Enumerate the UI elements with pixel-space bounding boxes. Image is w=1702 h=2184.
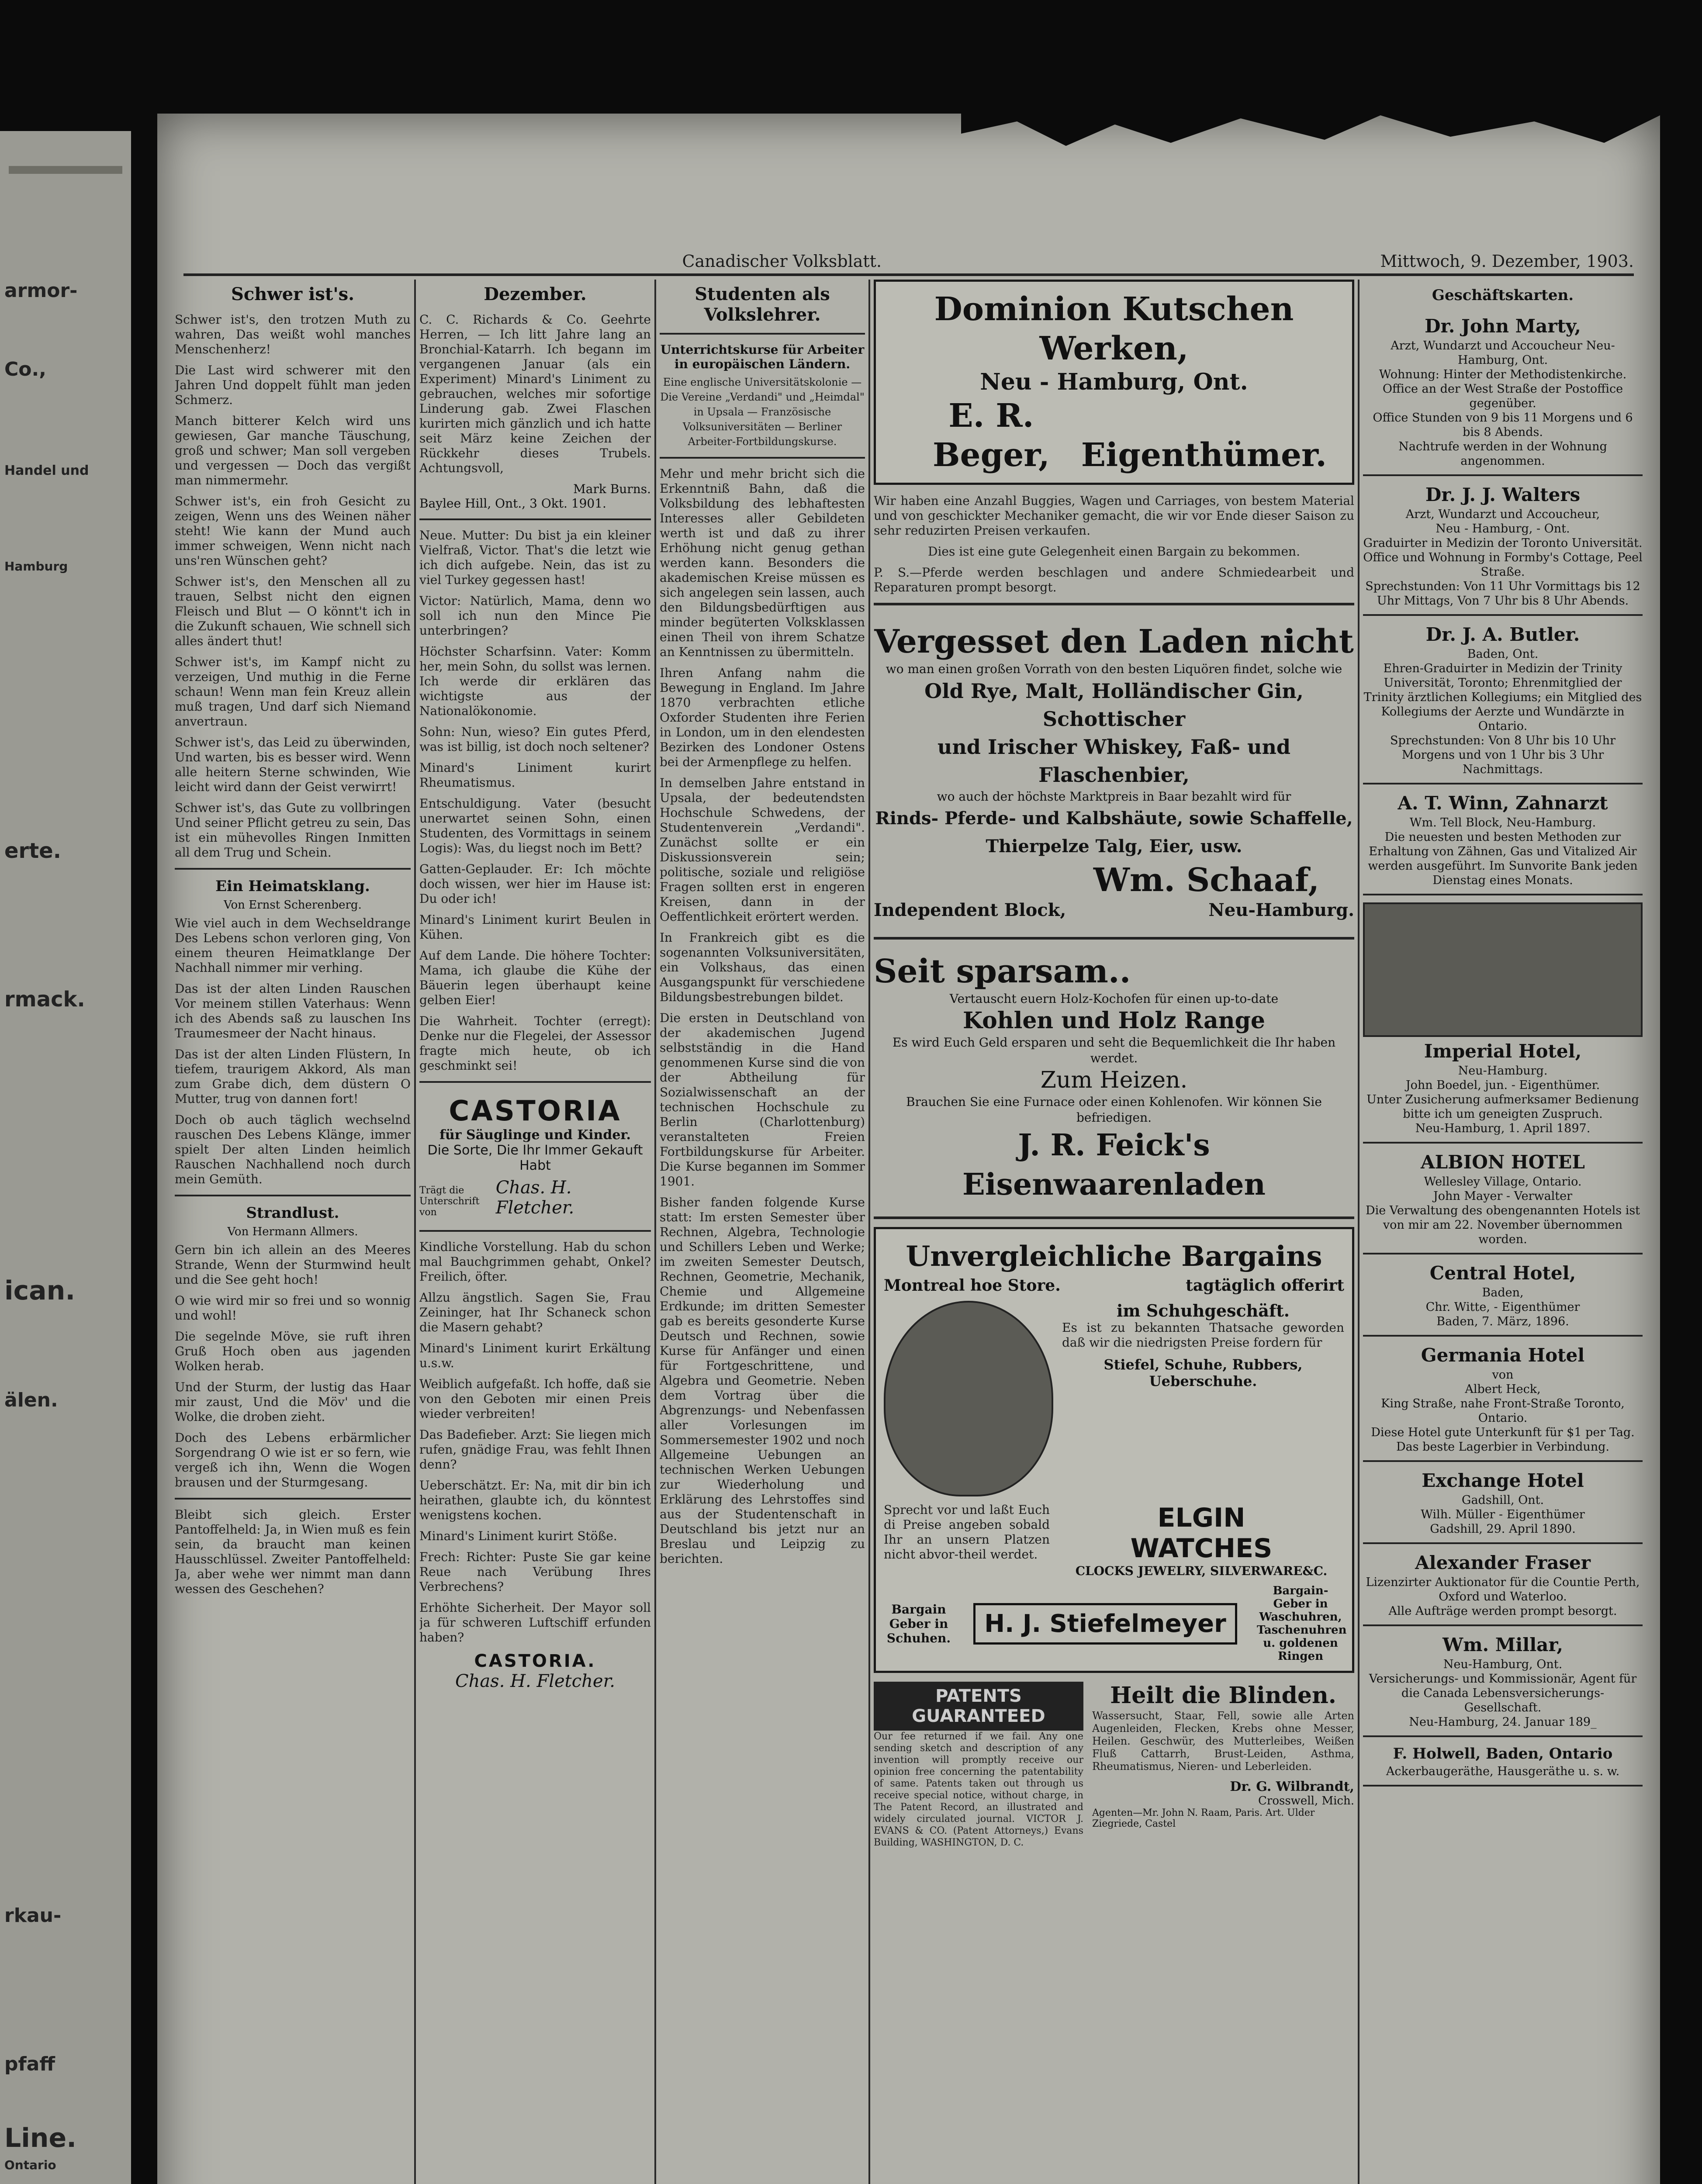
divider [874,1216,1354,1219]
prev-text-8: älen. [4,1389,58,1411]
heal-place: Crosswell, Mich. [1258,1794,1354,1807]
ad-text: Brauchen Sie eine Furnace oder einen Kohlenofen. Wir können Sie befriedigen. [906,1095,1322,1125]
castoria-ad [419,1091,651,1222]
ad-title: Unvergleichliche Bargains [906,1240,1322,1273]
poem-stanza: Und der Sturm, der lustig das Haar mir zaust, Und die Möv' und die Wolke, die droben zieht. [175,1380,411,1424]
liniment-notice: Minard's Liniment kurirt Beulen in Kühen. [419,912,651,942]
prev-text-11: Line. [4,2123,76,2153]
card-line: Wellesley Village, Ontario. [1424,1175,1582,1189]
prev-text-4: Hamburg [4,559,68,574]
ad-title: Vergesset den Laden nicht [874,623,1354,660]
ad-line: Rinds- Pferde- und Kalbshäute, sowie Schaffelle, Thierpelze Talg, Eier, usw. [875,808,1353,857]
ad-merchant: Wm. Schaaf, [1093,861,1319,899]
card-line: Sprechstunden: Von 11 Uhr Vormittags bis 12 Uhr Mittags, Von 7 Uhr bis 8 Uhr Abends. [1365,580,1640,608]
divider [419,1081,651,1083]
card-line: King Straße, nahe Front-Straße Toronto, Ontario. [1381,1397,1625,1425]
column-divider [414,280,416,2184]
ad-items: Stiefel, Schuhe, Rubbers, Ueberschuhe. [1104,1356,1303,1389]
prev-text-3: Handel und [4,463,89,478]
ad-feick [874,947,1354,1209]
poem-author: Von Hermann Allmers. [227,1225,358,1238]
prev-text-7: ican. [4,1275,76,1306]
card-line: Neu-Hamburg, Ont. [1443,1658,1563,1671]
card-line: Ackerbaugeräthe, Hausgeräthe u. s. w. [1386,1765,1620,1778]
business-card [1363,1737,1643,1787]
card-line: Versicherungs- und Kommissionär, Agent für die Canada Lebensversicherungs-Gesellschaft. [1369,1672,1637,1714]
castoria-tagline: Die Sorte, Die Ihr Immer Gekauft Habt [427,1143,643,1173]
ad-text: Es wird Euch Geld ersparen und seht die Bequemlichkeit die Ihr haben werdet. [892,1035,1336,1065]
divider [175,868,411,870]
card-line: Die neuesten und besten Methoden zur Erhaltung von Zähnen, Gas und Vitalized Air werden ausgeführt. Im Sunvorite Bank jeden Dienstag eines Monats. [1368,830,1638,887]
card-line: Unter Zusicherung aufmerksamer Bedienung bitte ich um geneigten Zuspruch. [1366,1093,1639,1121]
column-rule [9,166,122,174]
divider [175,1195,411,1196]
prev-text-1: armor- [4,280,78,302]
card-title: Wm. Millar, [1442,1634,1564,1655]
liniment-notice: Minard's Liniment kurirt Stöße. [419,1529,617,1543]
ad-heal-blind [1092,1682,1354,1855]
castoria-subtitle: für Säuglinge und Kinder. [439,1127,631,1143]
poem-stanza: Schwer ist's, im Kampf nicht zu verzeigen, Und muthig in die Ferne schaun! Wenn man fein Kreuz allein muß tragen, Und darf sich Niemand anvertraun. [175,655,411,729]
ad-right-tag: Bargain-Geber in Waschuhren, Taschenuhren u. goldenen Ringen [1257,1584,1347,1663]
anecdote: Frech: Richter: Puste Sie gar keine Reue nach Verübung Ihres Verbrechens? [419,1550,651,1594]
patent-text: Our fee returned if we fail. Any one sending sketch and description of any invention will promptly receive our opinion free concerning the patentability of same. Patents taken out through us receive special notice, without charge, in The Patent Record, an illustrated and widely circulated journal. VICTOR J. EVANS & CO. (Patent Attorneys,) Evans Building, WASHINGTON, D. C. [874,1731,1083,1848]
card-line: Arzt, Wundarzt und Accoucheur, [1405,508,1600,521]
ad-subtitle: wo man einen großen Vorrath von den besten Liquören findet, solche wie [886,662,1342,676]
business-card [1363,895,1643,1144]
column-divider [868,280,870,2184]
card-line: Ehren-Graduirter in Medizin der Trinity Universität, Toronto; Ehrenmitglied der Trinity ärztlichen Kollegiums; ein Mitglied des Kollegiums der Aerzte und Wundärzte in Ontario. [1363,662,1642,733]
card-title: Central Hotel, [1429,1262,1576,1284]
boot-heart-illustration [884,1301,1053,1496]
poem-stanza: Wie viel auch in dem Wechseldrange Des Lebens schon verloren ging, Von einem theuren Heimatklange Der Nachhall nimmer mir verhing. [175,916,411,975]
poem-stanza: Schwer ist's, das Gute zu vollbringen Und seiner Pflicht getreu zu sein, Das ist ein mühevolles Ringen Inmitten all dem Trug und Schein. [175,801,411,860]
business-card [1363,1544,1643,1626]
anecdote: Ueberschätzt. Er: Na, mit dir bin ich heirathen, glaubte ich, du könntest wenigstens kochen. [419,1478,651,1522]
card-line: Chr. Witte, - Eigenthümer [1425,1300,1580,1314]
testimonial-place: Baylee Hill, Ont., 3 Okt. 1901. [419,496,606,511]
testimonial-letter: C. C. Richards & Co. Geehrte Herren, — Ich litt Jahre lang an Bronchial-Katarrh. Ich begann im vergangenen Januar (als ein Experiment) Minard's Liniment zu gebrauchen, welches mir sofortige Linderung gab. Zwei Flaschen kurirten mich gänzlich und ich hatte seit März keine Zeichen der Rückkehr dieses Trubels. Achtungsvoll, [419,312,651,475]
column-misc [419,280,651,2184]
business-card [1363,784,1643,895]
column-business-cards [1363,280,1643,2184]
elgin-lines: CLOCKS JEWELRY, SILVERWARE&C. [1075,1564,1328,1578]
ad-place: Neu-Hamburg. [1208,900,1354,920]
business-card [1363,1462,1643,1544]
ad-place: Neu - Hamburg, Ont. [980,369,1248,395]
heal-agent: Agenten—Mr. John N. Raam, Paris. Art. Ulder Ziegriede, Castel [1092,1807,1315,1829]
card-line: Gadshill, Ont. [1461,1493,1544,1507]
ad-line: Old Rye, Malt, Holländischer Gin, Schottischer [924,679,1304,731]
card-line: Lizenzirter Auktionator für die Countie Perth, Oxford und Waterloo. [1366,1576,1640,1603]
ad-owner: E. R. Beger, [932,397,1050,474]
article-paragraph: In Frankreich gibt es die sogenannten Volksuniversitäten, ein Volkshaus, das einen Ausgangspunkt für verschiedene Bildungsbestrebungen bildet. [660,930,865,1004]
ad-product: Kohlen und Holz Range [963,1007,1265,1034]
business-card [1363,1144,1643,1254]
ad-postscript: P. S.—Pferde werden beschlagen und andere Schmiedearbeit und Reparaturen prompt besorgt. [874,565,1354,594]
heal-text: Wassersucht, Staar, Fell, sowie alle Arten Augenleiden, Flecken, Krebs ohne Messer, Heilen. Geschwür, des Mutterleibes, Weißen Fluß Cattarrh, Brust-Leiden, Asthma, Rheumatismus, Nieren- und Leberleiden. [1092,1710,1354,1773]
ad-title: Dominion Kutschen Werken, [934,290,1294,367]
ad-block: Independent Block, [874,900,1066,920]
card-title: Germania Hotel [1421,1344,1585,1366]
ad-subtitle: wo auch der höchste Marktpreis in Baar bezahlt wird für [937,789,1291,804]
card-line: John Boedel, jun. - Eigenthümer. [1405,1078,1600,1092]
divider [175,1498,411,1500]
ad-stiefelmeyer [874,1227,1354,1673]
section-title: Geschäftskarten. [1432,287,1574,304]
prev-text-2: Co., [4,358,46,380]
anecdote: Bleibt sich gleich. Erster Pantoffelheld: Ja, in Wien muß es fein sein, da braucht man keinen Hausschlüssel. Zweiter Pantoffelheld: Ja, aber wehe wer nimmt man dann wessen des Geschehen? [175,1507,411,1596]
card-line: Neu-Hamburg, 24. Januar 189_ [1409,1715,1597,1729]
ad-merchant: H. J. Stiefelmeyer [973,1603,1237,1645]
ad-store: Montreal hoe Store. [884,1276,1061,1295]
card-line: Wohnung: Hinter der Methodistenkirche. Office an der West Straße der Postoffice gegenüber. [1379,368,1627,410]
ad-department: im Schuhgeschäft. [1117,1301,1290,1320]
anecdote: Weiblich aufgefaßt. Ich hoffe, daß sie von den Geboten mir einen Preis wieder verbreiten! [419,1377,651,1421]
card-title: ALBION HOTEL [1421,1151,1585,1173]
poem-stanza: Doch des Lebens erbärmlicher Sorgendrang O wie ist er so fern, wie vergeß ich ihn, Wenn die Wogen brausen und der Sturmgesang. [175,1431,411,1489]
business-card [1363,1254,1643,1337]
poem-stanza: Das ist der alten Linden Flüstern, In tiefem, traurigem Akkord, Als man zum Grabe dich, dem düstern O Mutter, trug von dannen fort! [175,1047,411,1106]
anecdote: Gatten-Geplauder. Er: Ich möchte doch wissen, wer hier im Hause ist: Du oder ich! [419,862,651,906]
card-title: A. T. Winn, Zahnarzt [1398,792,1608,814]
poem-stanza: Schwer ist's, den Menschen all zu trauen, Selbst nicht den eignen Fleisch und Blut — O könnt't ich in die Zukunft schauen, Wie schnell sich alles ändert thut! [175,574,411,648]
anecdote: Victor: Natürlich, Mama, denn wo soll ich nun den Mince Pie unterbringen? [419,594,651,638]
prev-text-12: Ontario [4,2158,56,2172]
castoria-signature: Chas. H. Fletcher. [495,1178,574,1218]
business-card [1363,1626,1643,1737]
hotel-engraving [1363,902,1643,1037]
card-line: John Mayer - Verwalter [1433,1189,1573,1203]
article-title: Studenten als Volkslehrer. [695,284,830,325]
card-line: Office und Wohnung in Formby's Cottage, Peel Straße. [1363,551,1643,579]
prev-text-9: rkau- [4,1904,62,1927]
testimonial-signature: Mark Burns. [573,482,651,496]
poem-author: Von Ernst Scherenberg. [224,898,362,912]
poem-stanza: O wie wird mir so frei und so wonnig und wohl! [175,1293,411,1323]
patent-title: PATENTS GUARANTEED [874,1682,1083,1731]
ad-store: J. R. Feick's Eisenwaarenladen [962,1128,1266,1202]
ad-call: Sprecht vor und laßt Euch di Preise angeben sobald Ihr an unsern Platzen nicht abvor-theil werdet. [884,1503,1050,1562]
card-line: Alle Aufträge werden prompt besorgt. [1388,1604,1617,1618]
bottom-ads [874,1682,1354,1855]
ad-left-tag: Bargain Geber in Schuhen. [886,1602,951,1645]
ad-note: Dies ist eine gute Gelegenheit einen Bargain zu bekommen. [928,544,1300,559]
business-card [1363,1337,1643,1462]
poem-stanza: Schwer ist's, den trotzen Muth zu wahren, Das weißt wohl manches Menschenherz! [175,312,411,356]
castoria-small-title: CASTORIA. [474,1651,596,1671]
anecdote: Erhöhte Sicherheit. Der Mayor soll ja für schweren Luftschiff erfunden haben? [419,1600,651,1645]
column-divider [654,280,656,2184]
card-title: Alexander Fraser [1415,1552,1591,1573]
castoria-title: CASTORIA [449,1095,622,1127]
card-line: Baden, [1482,1286,1524,1299]
divider [874,603,1354,605]
card-title: F. Holwell, Baden, Ontario [1393,1745,1613,1762]
section-title: Dezember. [484,284,587,304]
ad-subtitle: Vertauscht euern Holz-Kochofen für einen up-to-date [949,992,1279,1006]
poem-stanza: Die segelnde Möve, sie ruft ihren Gruß Hoch oben aus jagenden Wolken herab. [175,1329,411,1373]
poem-title: Ein Heimatsklang. [215,878,370,895]
card-line: Baden, Ont. [1467,647,1539,661]
anecdote: Höchster Scharfsinn. Vater: Komm her, mein Sohn, du sollst was lernen. Ich werde dir erklären das wichtigste aus der Nationalökonomie. [419,644,651,718]
card-line: von [1492,1368,1514,1382]
card-line: Graduirter in Medizin der Toronto Universität. [1363,536,1643,550]
card-line: Neu - Hamburg, - Ont. [1436,522,1570,536]
business-card [1363,308,1643,476]
anecdote: Kindliche Vorstellung. Hab du schon mal Bauchgrimmen gehabt, Onkel? Freilich, öfter. [419,1240,651,1284]
card-line: Die Verwaltung des obengenannten Hotels ist von mir am 22. November übernommen worden. [1365,1204,1640,1246]
poem-title: Strandlust. [246,1204,339,1222]
card-line: Neu-Hamburg. [1458,1064,1548,1078]
ad-line: und Irischer Whiskey, Faß- und Flaschenbier, [937,735,1291,787]
column-divider [1358,280,1360,2184]
poem-stanza: Gern bin ich allein an des Meeres Strande, Wenn der Sturmwind heult und die See geht hoch! [175,1243,411,1287]
heal-title: Heilt die Blinden. [1110,1682,1336,1709]
ad-patents [874,1682,1083,1855]
article-paragraph: Ihren Anfang nahm die Bewegung in England. Im Jahre 1870 verbrachten etliche Oxforder Studenten ihre Ferien in London, um in den elendesten Bezirken des Londoner Ostens bei der Armenpflege zu helfen. [660,666,865,769]
card-line: Baden, 7. März, 1896. [1436,1315,1569,1328]
ad-schaaf [874,613,1354,929]
card-line: Sprechstunden: Von 8 Uhr bis 10 Uhr Morgens und von 1 Uhr bis 3 Uhr Nachmittags. [1390,734,1616,776]
card-title: Imperial Hotel, [1424,1040,1582,1062]
divider [419,518,651,520]
newspaper-page [157,114,1660,2184]
ad-dominion-kutschen [874,280,1354,485]
ad-offer: tagtäglich offerirt [1186,1276,1344,1295]
anecdote: Entschuldigung. Vater (besucht unerwartet seinen Sohn, einen Studenten, des Vormittags in seinem Logis): Was, du liegst noch im Bett? [419,796,651,855]
liniment-notice: Minard's Liniment kurirt Erkältung u.s.w. [419,1341,651,1370]
card-title: Dr. J. A. Butler. [1425,624,1580,645]
elgin-product: WATCHES [1130,1533,1273,1564]
card-line: Nachtrufe werden in der Wohnung angenommen. [1398,440,1607,468]
card-line: Office Stunden von 9 bis 11 Morgens und 6 bis 8 Abends. [1373,411,1633,439]
prev-text-5: erte. [4,839,61,863]
liniment-notice: Minard's Liniment kurirt Rheumatismus. [419,760,651,790]
anecdote: Auf dem Lande. Die höhere Tochter: Mama, ich glaube die Kühe der Bäuerin legen überhaupt keine gelben Eier! [419,948,651,1007]
card-line: Gadshill, 29. April 1890. [1430,1522,1576,1536]
poem-stanza: Doch ob auch täglich wechselnd rauschen Des Lebens Klänge, immer spielt Der alten Linden heimlich Rauschen Nachhallend noch durch mein Gemüth. [175,1113,411,1186]
prev-text-6: rmack. [4,987,85,1012]
article-subtitle: Unterrichtskurse für Arbeiter in europäischen Ländern. [660,342,865,371]
previous-page-edge [0,131,131,2184]
column-advertisements [874,280,1354,2184]
divider [660,333,865,335]
divider [660,457,865,459]
divider [419,1230,651,1232]
anecdote: Sohn: Nun, wieso? Ein gutes Pferd, was ist billig, ist doch noch seltener? [419,725,651,754]
card-line: Albert Heck, [1465,1382,1541,1396]
ad-title: Seit sparsam.. [874,953,1131,990]
poem-title: Schwer ist's. [231,284,355,304]
column-poems [175,280,411,2184]
castoria-small-signature: Chas. H. Fletcher. [455,1671,616,1691]
card-title: Dr. J. J. Walters [1425,484,1581,505]
column-article [660,280,865,2184]
elgin-brand: ELGIN [1157,1503,1245,1533]
ad-owner-role: Eigenthümer. [1081,436,1327,474]
elgin-watches-ad [1059,1503,1344,1578]
poem-stanza: Das ist der alten Linden Rauschen Vor meinem stillen Vaterhaus: Wenn ich des Abends saß zu lauschen Ins Traumesmeer der Nacht hinaus. [175,981,411,1040]
card-line: Arzt, Wundarzt und Accoucheur Neu-Hamburg, Ont. [1391,339,1615,367]
article-paragraph: Mehr und mehr bricht sich die Erkenntniß Bahn, daß die Volksbildung des lebhaftesten Interesses aller Gebildeten werth ist und daß zu ihrer Erhöhung nicht genug gethan werden kann. Besonders die akademischen Kreise müssen es sich angelegen sein lassen, auch den Bildungsbedürftigen aus minder begüterten Volksklassen einen Theil von ihrem Schatze an Kenntnissen zu übermitteln. [660,467,865,659]
poem-stanza: Schwer ist's, ein froh Gesicht zu zeigen, Wenn uns des Weinen näher steht! Wie kann der Mund auch immer schweigen, Wenn nicht nach uns'ren Wünschen geht? [175,494,411,568]
prev-text-10: pfaff [4,2053,55,2075]
card-line: Wilh. Müller - Eigenthümer [1421,1508,1585,1521]
ad-product: Zum Heizen. [1040,1067,1188,1093]
divider [874,937,1354,940]
article-paragraph: Die ersten in Deutschland von der akademischen Jugend selbstständig in die Hand genommenen Kurse sind die von der Abtheilung für Sozialwissenschaft an der technischen Hochschule zu Berlin (Charlottenburg) veranstalteten Freien Fortbildungskurse für Arbeiter. Die Kurse begannen im Sommer 1901. [660,1011,865,1189]
masthead-date: Mittwoch, 9. Dezember, 1903. [1380,252,1634,271]
poem-stanza: Die Last wird schwerer mit den Jahren Und doppelt fühlt man jeden Schmerz. [175,363,411,407]
card-title: Dr. John Marty, [1425,315,1581,337]
card-line: Neu-Hamburg, 1. April 1897. [1415,1122,1591,1135]
anecdote: Allzu ängstlich. Sagen Sie, Frau Zeininger, hat Ihr Schaneck schon die Masern gehabt? [419,1290,651,1334]
heal-doctor: Dr. G. Wilbrandt, [1230,1779,1354,1794]
poem-stanza: Schwer ist's, das Leid zu überwinden, Und warten, bis es besser wird. Wenn alle heitern Sterne schwinden, Wie leicht wird dann der Geist verwirrt! [175,735,411,794]
article-paragraph: In demselben Jahre entstand in Upsala, der bedeutendsten Hochschule Schwedens, der Studentenverein „Verdandi". Zunächst sollte er ein Diskussionsverein sein; politische, soziale und religiöse Fragen sollten erst in engeren Kreisen, dann in der Oeffentlichkeit erörtert werden. [660,776,865,924]
article-paragraph: Bisher fanden folgende Kurse statt: Im ersten Semester über Rechnen, Algebra, Technologie und Schillers Leben und Werke; im zweiten Semester Deutsch, Rechnen, Geometrie, Mechanik, Chemie und Allgemeine Erdkunde; im dritten Semester gab es bereits gesonderte Kurse Deutsch und Rechnen, sowie Kurse für Anfänger und einen für Fortgeschrittene, und Algebra und Geometrie. Neben dem Vortrag über die Abgrenzungs- und Nebenfassen aller Vorlesungen im Sommersemester 1902 und noch Allgemeine Uebungen an technischen Werken Uebungen zur Wiederholung und Erklärung des Lehrstoffes sind aus der Studentenschaft in Deutschland bis jetzt nur an Breslau und Leipzig zu berichten. [660,1195,865,1566]
card-title: Exchange Hotel [1422,1470,1584,1491]
ad-text: Wir haben eine Anzahl Buggies, Wagen und Carriages, von bestem Material und von geschickter Mechaniker gemacht, die wir vor Ende dieser Saison zu sehr reduzirten Preisen verkaufen. [874,494,1354,538]
poem-stanza: Manch bitterer Kelch wird uns gewiesen, Gar manche Täuschung, groß und schwer; Man soll vergeben und vergessen — Doch das vergißt man nimmermehr. [175,414,411,487]
masthead [183,245,1634,276]
card-line: Diese Hotel gute Unterkunft für $1 per Tag. Das beste Lagerbier in Verbindung. [1371,1426,1635,1454]
card-line: Wm. Tell Block, Neu-Hamburg. [1409,816,1596,829]
business-card [1363,616,1643,784]
article-summary: Eine englische Universitätskolonie — Die Vereine „Verdandi" und „Heimdal" in Upsala — Französische Volksuniversitäten — Berliner Arbeiter-Fortbildungskurse. [660,376,865,448]
business-card [1363,476,1643,616]
anecdote: Neue. Mutter: Du bist ja ein kleiner Vielfraß, Victor. That's die letzt wie ich dich aufgebe. Nein, das ist zu viel Turkey gegessen hast! [419,528,651,587]
anecdote: Die Wahrheit. Tochter (erregt): Denke nur die Flegelei, der Assessor fragte mich heute, ob ich geschminkt sei! [419,1014,651,1073]
ad-text: Es ist zu bekannten Thatsache geworden daß wir die niedrigsten Preise fordern für [1062,1320,1344,1350]
castoria-sig-label: Trägt die Unterschrift von [419,1185,480,1218]
masthead-title: Canadischer Volksblatt. [682,252,882,271]
anecdote: Das Badefieber. Arzt: Sie liegen mich rufen, gnädige Frau, was fehlt Ihnen denn? [419,1427,651,1472]
